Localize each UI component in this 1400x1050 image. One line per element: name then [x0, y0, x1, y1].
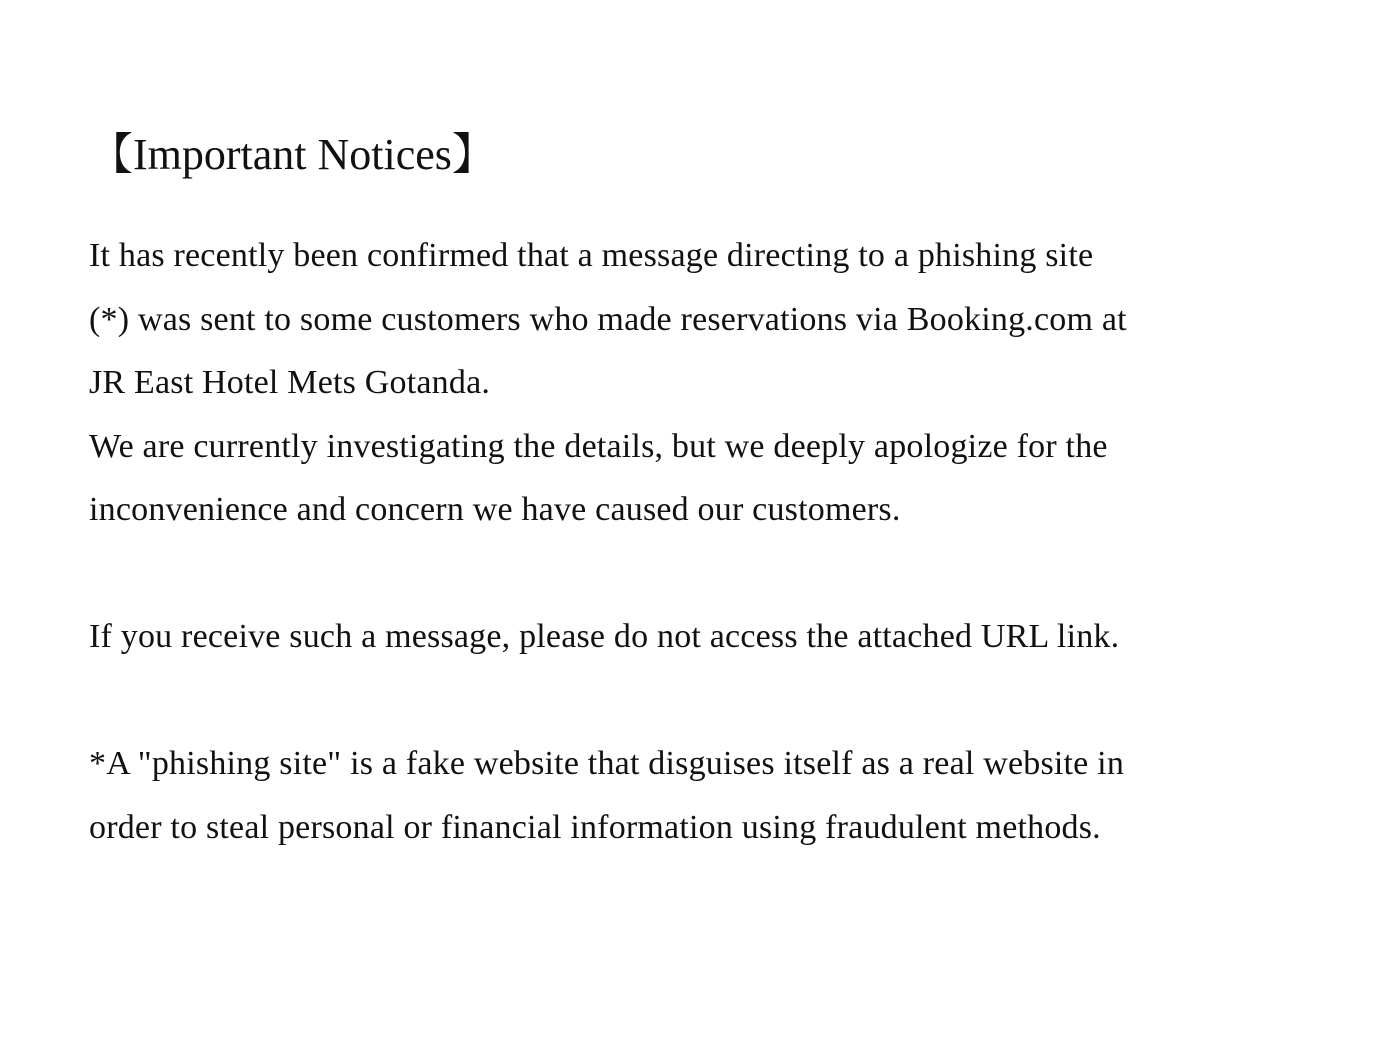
paragraph-instruction	[89, 605, 1329, 669]
text-line: If you receive such a message, please do not access the attached URL link.	[89, 618, 1120, 655]
notice-body	[89, 224, 1329, 859]
text-line: *A "phishing site" is a fake website that disguises itself as a real website in	[89, 745, 1125, 782]
text-line: We are currently investigating the details, but we deeply apologize for the	[89, 427, 1108, 465]
text-line: It has recently been confirmed that a message directing to a phishing site	[89, 237, 1094, 274]
paragraph-phishing-confirmation	[89, 224, 1329, 415]
paragraph-spacer	[89, 542, 1329, 606]
paragraph-spacer	[89, 669, 1329, 733]
notice-title: 【Important Notices】	[89, 130, 496, 179]
notice-document	[89, 126, 1329, 859]
paragraph-apology	[89, 415, 1329, 542]
text-line: (*) was sent to some customers who made reservations via Booking.com at	[89, 300, 1127, 338]
text-line: order to steal personal or financial information using fraudulent methods.	[89, 808, 1101, 846]
text-line: inconvenience and concern we have caused our customers.	[89, 491, 901, 528]
text-line: JR East Hotel Mets Gotanda.	[89, 364, 491, 401]
footnote-phishing-definition	[89, 732, 1329, 859]
